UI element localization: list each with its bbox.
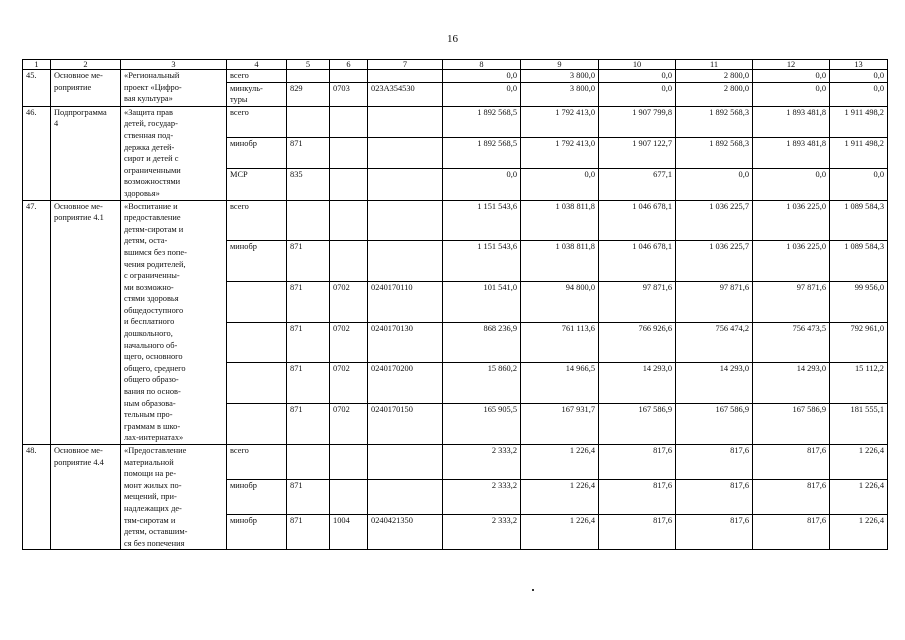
event-name bbox=[51, 70, 121, 107]
amount-cell: 15 112,2 bbox=[830, 363, 888, 404]
column-header-7: 7 bbox=[368, 60, 443, 70]
amount-cell: 1 893 481,8 bbox=[753, 106, 830, 137]
amount-cell: 1 892 568,3 bbox=[676, 106, 753, 137]
event-description-line: тям-сиротам и bbox=[124, 515, 176, 525]
event-description-line: «Региональный bbox=[124, 71, 180, 80]
ministry-code-cell: 871 bbox=[287, 363, 330, 404]
event-name-line: роприятие 4.4 bbox=[54, 457, 104, 467]
amount-cell: 1 226,4 bbox=[521, 480, 599, 515]
event-description-line: вшимся без попе- bbox=[124, 247, 187, 257]
event-name bbox=[51, 200, 121, 444]
amount-cell: 2 333,2 bbox=[443, 480, 521, 515]
event-description-line: «Воспитание и bbox=[124, 201, 178, 211]
amount-cell: 101 541,0 bbox=[443, 282, 521, 323]
column-header-1: 1 bbox=[23, 60, 51, 70]
event-description-line: надлежащих де- bbox=[124, 503, 182, 513]
ministry-code-cell: 871 bbox=[287, 241, 330, 282]
amount-cell: 1 046 678,1 bbox=[599, 200, 676, 241]
amount-cell: 817,6 bbox=[676, 445, 753, 480]
table-row bbox=[23, 70, 888, 83]
section-code-cell bbox=[330, 480, 368, 515]
executor-cell: минобр bbox=[227, 138, 287, 169]
executor-cell: всего bbox=[227, 200, 287, 241]
executor-cell bbox=[227, 282, 287, 323]
amount-cell: 1 226,4 bbox=[521, 445, 599, 480]
section-code-cell bbox=[330, 241, 368, 282]
section-code-cell bbox=[330, 445, 368, 480]
ministry-code-cell: 871 bbox=[287, 282, 330, 323]
event-name-line: роприятие bbox=[54, 82, 92, 92]
event-description-line: щего, основного bbox=[124, 352, 183, 362]
event-description-line: возможностями bbox=[124, 177, 181, 187]
executor-cell: минобр bbox=[227, 515, 287, 550]
target-article-cell bbox=[368, 200, 443, 241]
ministry-code-cell: 871 bbox=[287, 322, 330, 363]
target-article-cell bbox=[368, 480, 443, 515]
executor-cell: минобр bbox=[227, 480, 287, 515]
ministry-code-cell bbox=[287, 200, 330, 241]
amount-cell: 14 966,5 bbox=[521, 363, 599, 404]
target-article-cell bbox=[368, 445, 443, 480]
event-description-line: «Защита прав bbox=[124, 107, 173, 117]
amount-cell: 3 800,0 bbox=[521, 82, 599, 106]
target-article-cell: 0240170110 bbox=[368, 282, 443, 323]
event-description-line: стями здоровья bbox=[124, 294, 179, 304]
section-code-cell bbox=[330, 70, 368, 83]
column-header-2: 2 bbox=[51, 60, 121, 70]
event-description-line: ственная под- bbox=[124, 130, 174, 140]
amount-cell: 1 089 584,3 bbox=[830, 200, 888, 241]
target-article-cell bbox=[368, 169, 443, 200]
event-description-line: чения родителей, bbox=[124, 259, 186, 269]
target-article-cell: 0240170130 bbox=[368, 322, 443, 363]
amount-cell: 1 892 568,5 bbox=[443, 138, 521, 169]
amount-cell: 181 555,1 bbox=[830, 404, 888, 445]
event-description-line: ми возможно- bbox=[124, 282, 174, 292]
executor-cell bbox=[227, 82, 287, 106]
amount-cell: 0,0 bbox=[599, 70, 676, 83]
amount-cell: 1 911 498,2 bbox=[830, 138, 888, 169]
event-description-line: мещений, при- bbox=[124, 492, 177, 502]
executor-cell-line: минкуль- bbox=[230, 83, 263, 93]
section-code-cell: 1004 bbox=[330, 515, 368, 550]
amount-cell: 817,6 bbox=[676, 515, 753, 550]
table-row bbox=[23, 200, 888, 241]
event-description-line: общего образо- bbox=[124, 375, 179, 385]
event-description-line: общедоступного bbox=[124, 305, 184, 315]
amount-cell: 167 586,9 bbox=[676, 404, 753, 445]
event-name-line: 4 bbox=[54, 119, 59, 129]
amount-cell: 1 892 568,5 bbox=[443, 106, 521, 137]
event-name-line: Основное ме- bbox=[54, 71, 103, 80]
amount-cell: 14 293,0 bbox=[753, 363, 830, 404]
budget-table bbox=[22, 59, 888, 550]
amount-cell: 1 089 584,3 bbox=[830, 241, 888, 282]
amount-cell: 1 046 678,1 bbox=[599, 241, 676, 282]
amount-cell: 1 907 799,8 bbox=[599, 106, 676, 137]
column-header-11: 11 bbox=[676, 60, 753, 70]
amount-cell: 1 038 811,8 bbox=[521, 200, 599, 241]
amount-cell: 756 473,5 bbox=[753, 322, 830, 363]
ministry-code-cell bbox=[287, 445, 330, 480]
amount-cell: 0,0 bbox=[753, 82, 830, 106]
column-header-13: 13 bbox=[830, 60, 888, 70]
event-description-line: вая культура» bbox=[124, 94, 173, 104]
amount-cell: 167 586,9 bbox=[753, 404, 830, 445]
amount-cell: 756 474,2 bbox=[676, 322, 753, 363]
section-code-cell bbox=[330, 169, 368, 200]
row-number: 47. bbox=[23, 200, 51, 444]
page-number: 16 bbox=[447, 33, 458, 45]
ministry-code-cell: 829 bbox=[287, 82, 330, 106]
section-code-cell: 0702 bbox=[330, 282, 368, 323]
amount-cell: 1 036 225,0 bbox=[753, 200, 830, 241]
amount-cell: 0,0 bbox=[443, 169, 521, 200]
page-mark bbox=[532, 589, 534, 591]
amount-cell: 817,6 bbox=[753, 515, 830, 550]
amount-cell: 817,6 bbox=[676, 480, 753, 515]
ministry-code-cell: 835 bbox=[287, 169, 330, 200]
amount-cell: 97 871,6 bbox=[599, 282, 676, 323]
amount-cell: 1 036 225,7 bbox=[676, 241, 753, 282]
table-row bbox=[23, 445, 888, 480]
amount-cell: 1 226,4 bbox=[830, 515, 888, 550]
amount-cell: 2 333,2 bbox=[443, 445, 521, 480]
amount-cell: 2 800,0 bbox=[676, 82, 753, 106]
amount-cell: 14 293,0 bbox=[676, 363, 753, 404]
event-description-line: и бесплатного bbox=[124, 317, 175, 327]
target-article-cell: 0240170150 bbox=[368, 404, 443, 445]
amount-cell: 1 038 811,8 bbox=[521, 241, 599, 282]
column-header-9: 9 bbox=[521, 60, 599, 70]
event-description bbox=[121, 445, 227, 550]
section-code-cell bbox=[330, 138, 368, 169]
amount-cell: 0,0 bbox=[443, 70, 521, 83]
event-description-line: монт жилых по- bbox=[124, 480, 182, 490]
amount-cell: 3 800,0 bbox=[521, 70, 599, 83]
event-description-line: здоровья» bbox=[124, 188, 160, 198]
amount-cell: 167 931,7 bbox=[521, 404, 599, 445]
amount-cell: 817,6 bbox=[753, 480, 830, 515]
target-article-cell bbox=[368, 70, 443, 83]
amount-cell: 165 905,5 bbox=[443, 404, 521, 445]
amount-cell: 0,0 bbox=[830, 169, 888, 200]
event-description-line: с ограниченны- bbox=[124, 271, 180, 281]
executor-cell-line: туры bbox=[230, 95, 248, 105]
executor-cell: МСР bbox=[227, 169, 287, 200]
amount-cell: 15 860,2 bbox=[443, 363, 521, 404]
amount-cell: 792 961,0 bbox=[830, 322, 888, 363]
event-description bbox=[121, 200, 227, 444]
event-name bbox=[51, 445, 121, 550]
event-description bbox=[121, 106, 227, 200]
event-description-line: предоставление bbox=[124, 213, 181, 223]
amount-cell: 0,0 bbox=[443, 82, 521, 106]
executor-cell: минобр bbox=[227, 241, 287, 282]
amount-cell: 167 586,9 bbox=[599, 404, 676, 445]
amount-cell: 1 036 225,0 bbox=[753, 241, 830, 282]
header-row bbox=[23, 60, 888, 70]
amount-cell: 0,0 bbox=[676, 169, 753, 200]
target-article-cell: 0240170200 bbox=[368, 363, 443, 404]
event-name-line: Подпрограмма bbox=[54, 107, 107, 117]
column-header-6: 6 bbox=[330, 60, 368, 70]
column-header-3: 3 bbox=[121, 60, 227, 70]
event-name bbox=[51, 106, 121, 200]
amount-cell: 1 911 498,2 bbox=[830, 106, 888, 137]
column-header-10: 10 bbox=[599, 60, 676, 70]
row-number: 46. bbox=[23, 106, 51, 200]
amount-cell: 677,1 bbox=[599, 169, 676, 200]
amount-cell: 97 871,6 bbox=[753, 282, 830, 323]
section-code-cell: 0702 bbox=[330, 363, 368, 404]
event-description-line: детям, оста- bbox=[124, 236, 168, 246]
amount-cell: 0,0 bbox=[830, 82, 888, 106]
column-header-4: 4 bbox=[227, 60, 287, 70]
amount-cell: 0,0 bbox=[521, 169, 599, 200]
event-description-line: помощи на ре- bbox=[124, 469, 177, 479]
event-description-line: детей, государ- bbox=[124, 119, 178, 129]
target-article-cell bbox=[368, 138, 443, 169]
executor-cell bbox=[227, 322, 287, 363]
event-name-line: Основное ме- bbox=[54, 201, 103, 211]
amount-cell: 817,6 bbox=[753, 445, 830, 480]
event-description-line: граммам в шко- bbox=[124, 421, 181, 431]
column-header-12: 12 bbox=[753, 60, 830, 70]
section-code-cell: 0702 bbox=[330, 322, 368, 363]
amount-cell: 94 800,0 bbox=[521, 282, 599, 323]
row-number: 48. bbox=[23, 445, 51, 550]
target-article-cell bbox=[368, 106, 443, 137]
amount-cell: 0,0 bbox=[753, 70, 830, 83]
ministry-code-cell: 871 bbox=[287, 480, 330, 515]
event-description-line: тельным про- bbox=[124, 410, 173, 420]
section-code-cell bbox=[330, 106, 368, 137]
amount-cell: 14 293,0 bbox=[599, 363, 676, 404]
amount-cell: 761 113,6 bbox=[521, 322, 599, 363]
amount-cell: 1 151 543,6 bbox=[443, 241, 521, 282]
amount-cell: 0,0 bbox=[599, 82, 676, 106]
event-description-line: сирот и детей с bbox=[124, 154, 179, 164]
target-article-cell bbox=[368, 241, 443, 282]
amount-cell: 1 907 122,7 bbox=[599, 138, 676, 169]
event-description-line: детям, оставшим- bbox=[124, 527, 188, 537]
amount-cell: 817,6 bbox=[599, 515, 676, 550]
ministry-code-cell bbox=[287, 106, 330, 137]
column-header-8: 8 bbox=[443, 60, 521, 70]
amount-cell: 766 926,6 bbox=[599, 322, 676, 363]
event-description-line: ся без попечения bbox=[124, 538, 185, 548]
amount-cell: 97 871,6 bbox=[676, 282, 753, 323]
amount-cell: 1 226,4 bbox=[830, 480, 888, 515]
event-description-line: дошкольного, bbox=[124, 329, 173, 339]
amount-cell: 1 151 543,6 bbox=[443, 200, 521, 241]
event-description-line: проект «Цифро- bbox=[124, 82, 182, 92]
amount-cell: 1 893 481,8 bbox=[753, 138, 830, 169]
amount-cell: 1 892 568,3 bbox=[676, 138, 753, 169]
ministry-code-cell bbox=[287, 70, 330, 83]
event-description-line: ным образова- bbox=[124, 398, 176, 408]
ministry-code-cell: 871 bbox=[287, 515, 330, 550]
event-description-line: держка детей- bbox=[124, 142, 175, 152]
section-code-cell bbox=[330, 200, 368, 241]
event-description-line: общего, среднего bbox=[124, 363, 186, 373]
amount-cell: 1 792 413,0 bbox=[521, 138, 599, 169]
target-article-cell: 0240421350 bbox=[368, 515, 443, 550]
event-description-line: материальной bbox=[124, 457, 174, 467]
executor-cell: всего bbox=[227, 70, 287, 83]
amount-cell: 1 226,4 bbox=[521, 515, 599, 550]
amount-cell: 817,6 bbox=[599, 445, 676, 480]
executor-cell bbox=[227, 363, 287, 404]
amount-cell: 2 800,0 bbox=[676, 70, 753, 83]
amount-cell: 868 236,9 bbox=[443, 322, 521, 363]
ministry-code-cell: 871 bbox=[287, 404, 330, 445]
event-description-line: «Предоставление bbox=[124, 446, 187, 455]
executor-cell: всего bbox=[227, 106, 287, 137]
amount-cell: 2 333,2 bbox=[443, 515, 521, 550]
executor-cell: всего bbox=[227, 445, 287, 480]
target-article-cell: 023A354530 bbox=[368, 82, 443, 106]
event-description-line: детям-сиротам и bbox=[124, 224, 184, 234]
table-row bbox=[23, 106, 888, 137]
section-code-cell: 0702 bbox=[330, 404, 368, 445]
event-name-line: роприятие 4.1 bbox=[54, 213, 104, 223]
event-name-line: Основное ме- bbox=[54, 446, 103, 455]
event-description-line: начального об- bbox=[124, 340, 178, 350]
event-description-line: лах-интернатах» bbox=[124, 433, 184, 443]
amount-cell: 99 956,0 bbox=[830, 282, 888, 323]
amount-cell: 1 226,4 bbox=[830, 445, 888, 480]
section-code-cell: 0703 bbox=[330, 82, 368, 106]
event-description-line: ограниченными bbox=[124, 165, 181, 175]
ministry-code-cell: 871 bbox=[287, 138, 330, 169]
event-description bbox=[121, 70, 227, 107]
column-header-5: 5 bbox=[287, 60, 330, 70]
amount-cell: 1 036 225,7 bbox=[676, 200, 753, 241]
event-description-line: вания по основ- bbox=[124, 387, 181, 397]
amount-cell: 817,6 bbox=[599, 480, 676, 515]
executor-cell bbox=[227, 404, 287, 445]
amount-cell: 1 792 413,0 bbox=[521, 106, 599, 137]
row-number: 45. bbox=[23, 70, 51, 107]
amount-cell: 0,0 bbox=[753, 169, 830, 200]
amount-cell: 0,0 bbox=[830, 70, 888, 83]
